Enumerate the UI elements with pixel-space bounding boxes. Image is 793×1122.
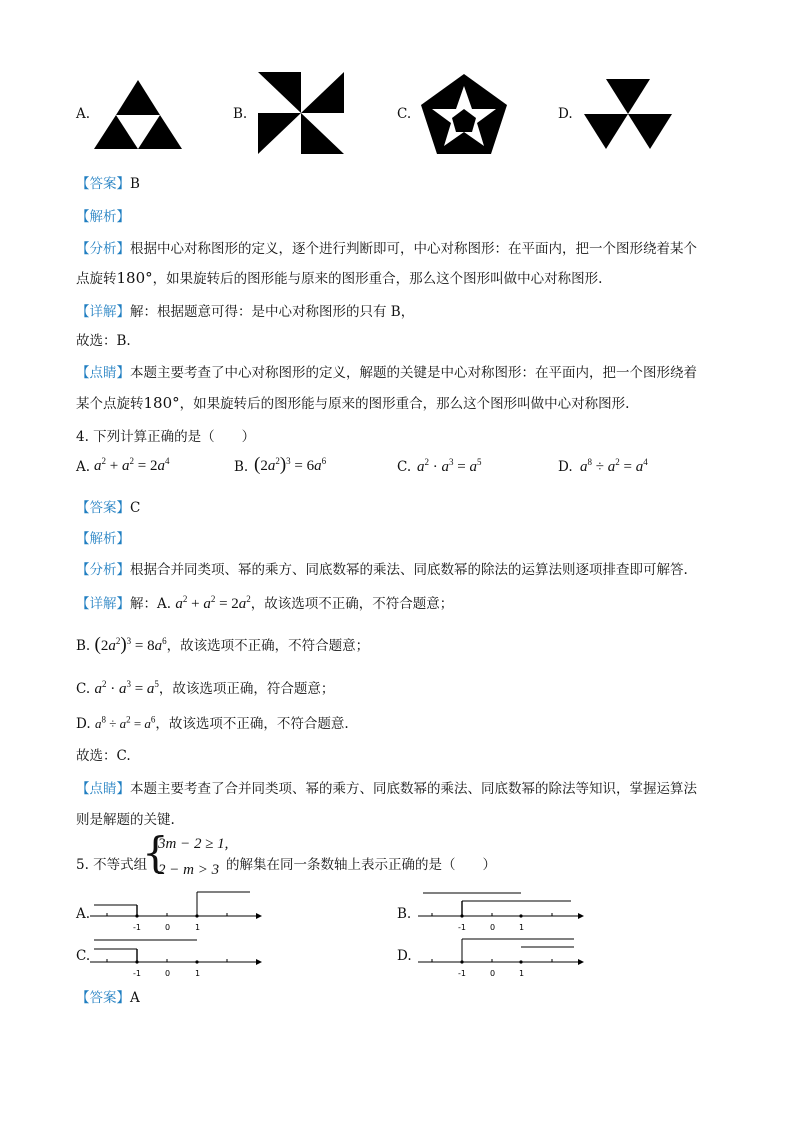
detail-tag: 【详解】 [76, 596, 130, 612]
answer-value: A [130, 990, 140, 1006]
option-c-figure [418, 72, 510, 156]
q5-stem-post: 的解集在同一条数轴上表示正确的是（ ） [226, 857, 496, 873]
q4-option-d-expr: $a^8 \div a^2 = a^4$ [580, 457, 648, 475]
q5-option-a-label: A. [76, 906, 91, 922]
detail-text: B. [76, 638, 95, 654]
q5-option-d-label: D. [397, 948, 412, 964]
q4-detail-b [76, 634, 369, 656]
tick-label: 1 [195, 923, 201, 932]
q4-option-c-expr: $a^2 \cdot a^3 = a^5$ [417, 457, 482, 475]
q5-option-a-numberline [90, 888, 262, 934]
tick-label: -1 [133, 969, 141, 978]
q3-choose: 故选：B. [76, 333, 131, 349]
detail-text: D. [76, 716, 95, 732]
q4-jiexi: 【解析】 [76, 531, 130, 547]
detail-text: 解：根据题意可得：是中心对称图形的只有 B， [130, 304, 415, 320]
q3-jiexi: 【解析】 [76, 209, 130, 225]
option-a-figure [93, 78, 183, 150]
q5-answer-line [76, 986, 140, 1006]
q3-comment-line1 [76, 361, 697, 381]
q4-stem: 4. 下列计算正确的是（ ） [76, 429, 256, 445]
detail-b-expr: $(2a^2)^3 = 8a^6$ [94, 634, 167, 655]
q3-analysis-line2 [76, 267, 602, 287]
q4-option-b-label: B. [234, 459, 249, 475]
analysis-text: 根据合并同类项、幂的乘方、同底数幂的乘法、同底数幂的除法的运算法则逐项排查即可解答. [130, 562, 688, 578]
detail-d-expr: $a^8 \div a^2 = a^6$ [94, 714, 156, 731]
answer-value: B [130, 176, 140, 192]
answer-tag: 【答案】 [76, 500, 130, 516]
q3-detail-line [76, 300, 414, 320]
q3-comment-line2 [76, 392, 629, 412]
q4-detail-c [76, 677, 334, 698]
detail-text: C. [76, 681, 95, 697]
q4-detail-a [76, 592, 453, 613]
q4-detail-d [76, 712, 349, 732]
q4-analysis-line [76, 558, 688, 578]
option-c-label: C. [397, 106, 412, 122]
q3-answer-line [76, 172, 140, 192]
q4-choose: 故选：C. [76, 748, 131, 764]
tick-label: 0 [165, 923, 171, 932]
q5-inequality-1: 3m − 2 ≥ 1, [158, 836, 229, 852]
tick-label: -1 [133, 923, 141, 932]
detail-text: 解：A. [130, 596, 176, 612]
answer-value: C [130, 500, 141, 516]
q5-option-c-label: C. [76, 948, 91, 964]
angle-value: 180° [143, 394, 180, 412]
tick-label: 1 [519, 969, 525, 978]
q5-option-d-numberline [418, 934, 590, 980]
detail-text: ，故该选项不正确，不符合题意. [155, 716, 349, 732]
analysis-tag: 【分析】 [76, 241, 130, 257]
comment-text: 某个点旋转 [76, 396, 144, 412]
option-b-figure [257, 71, 345, 155]
comment-text: ，如果旋转后的图形能与原来的图形重合，那么这个图形叫做中心对称图形. [179, 396, 630, 412]
tick-label: 1 [195, 969, 201, 978]
detail-text: ，故该选项正确，符合题意； [158, 681, 335, 697]
option-d-label: D. [558, 106, 573, 122]
tick-label: -1 [458, 923, 466, 932]
q4-comment-line2: 则是解题的关键. [76, 812, 175, 828]
q4-option-c-label: C. [397, 459, 412, 475]
tick-label: -1 [458, 969, 466, 978]
angle-value: 180° [116, 269, 153, 287]
option-b-label: B. [233, 106, 248, 122]
q4-option-a-expr: $a^2 + a^2 = 2a^4$ [94, 456, 170, 474]
detail-a-expr: $a^2 + a^2 = 2a^2$ [175, 594, 251, 612]
answer-tag: 【答案】 [76, 990, 130, 1006]
comment-tag: 【点睛】 [76, 365, 130, 381]
option-a-label: A. [76, 106, 91, 122]
q5-option-c-numberline [90, 934, 262, 980]
q3-analysis-line1 [76, 237, 697, 257]
detail-text: ，故该选项不正确，不符合题意； [166, 638, 370, 654]
brace-icon: { [142, 828, 169, 877]
analysis-tag: 【分析】 [76, 562, 130, 578]
q5-stem-pre: 5. 不等式组 [76, 857, 148, 873]
q5-inequality-2: 2 − m > 3 [158, 862, 220, 878]
q4-comment-line1 [76, 777, 697, 797]
option-d-figure [583, 78, 673, 150]
comment-text: 本题主要考查了合并同类项、幂的乘方、同底数幂的乘法、同底数幂的除法等知识，掌握运算法 [130, 781, 697, 797]
tick-label: 0 [490, 923, 496, 932]
comment-text: 本题主要考查了中心对称图形的定义，解题的关键是中心对称图形：在平面内，把一个图形绕着 [130, 365, 697, 381]
tick-label: 0 [165, 969, 171, 978]
q5-option-b-label: B. [397, 906, 412, 922]
tick-label: 0 [490, 969, 496, 978]
analysis-text: 根据中心对称图形的定义，逐个进行判断即可，中心对称图形：在平面内，把一个图形绕着某个 [130, 241, 697, 257]
analysis-text: 点旋转 [76, 271, 117, 287]
detail-c-expr: $a^2 \cdot a^3 = a^5$ [94, 679, 159, 697]
q5-option-b-numberline [418, 888, 590, 934]
q4-answer-line [76, 496, 140, 516]
q4-option-b-expr: $(2a^2)^3 = 6a^6$ [254, 454, 327, 475]
comment-tag: 【点睛】 [76, 781, 130, 797]
tick-label: 1 [519, 923, 525, 932]
answer-tag: 【答案】 [76, 176, 130, 192]
detail-tag: 【详解】 [76, 304, 130, 320]
q4-option-a-label: A. [76, 459, 91, 475]
detail-text: ，故该选项不正确，不符合题意； [250, 596, 454, 612]
q4-option-d-label: D. [558, 459, 573, 475]
analysis-text: ，如果旋转后的图形能与原来的图形重合，那么这个图形叫做中心对称图形. [152, 271, 603, 287]
